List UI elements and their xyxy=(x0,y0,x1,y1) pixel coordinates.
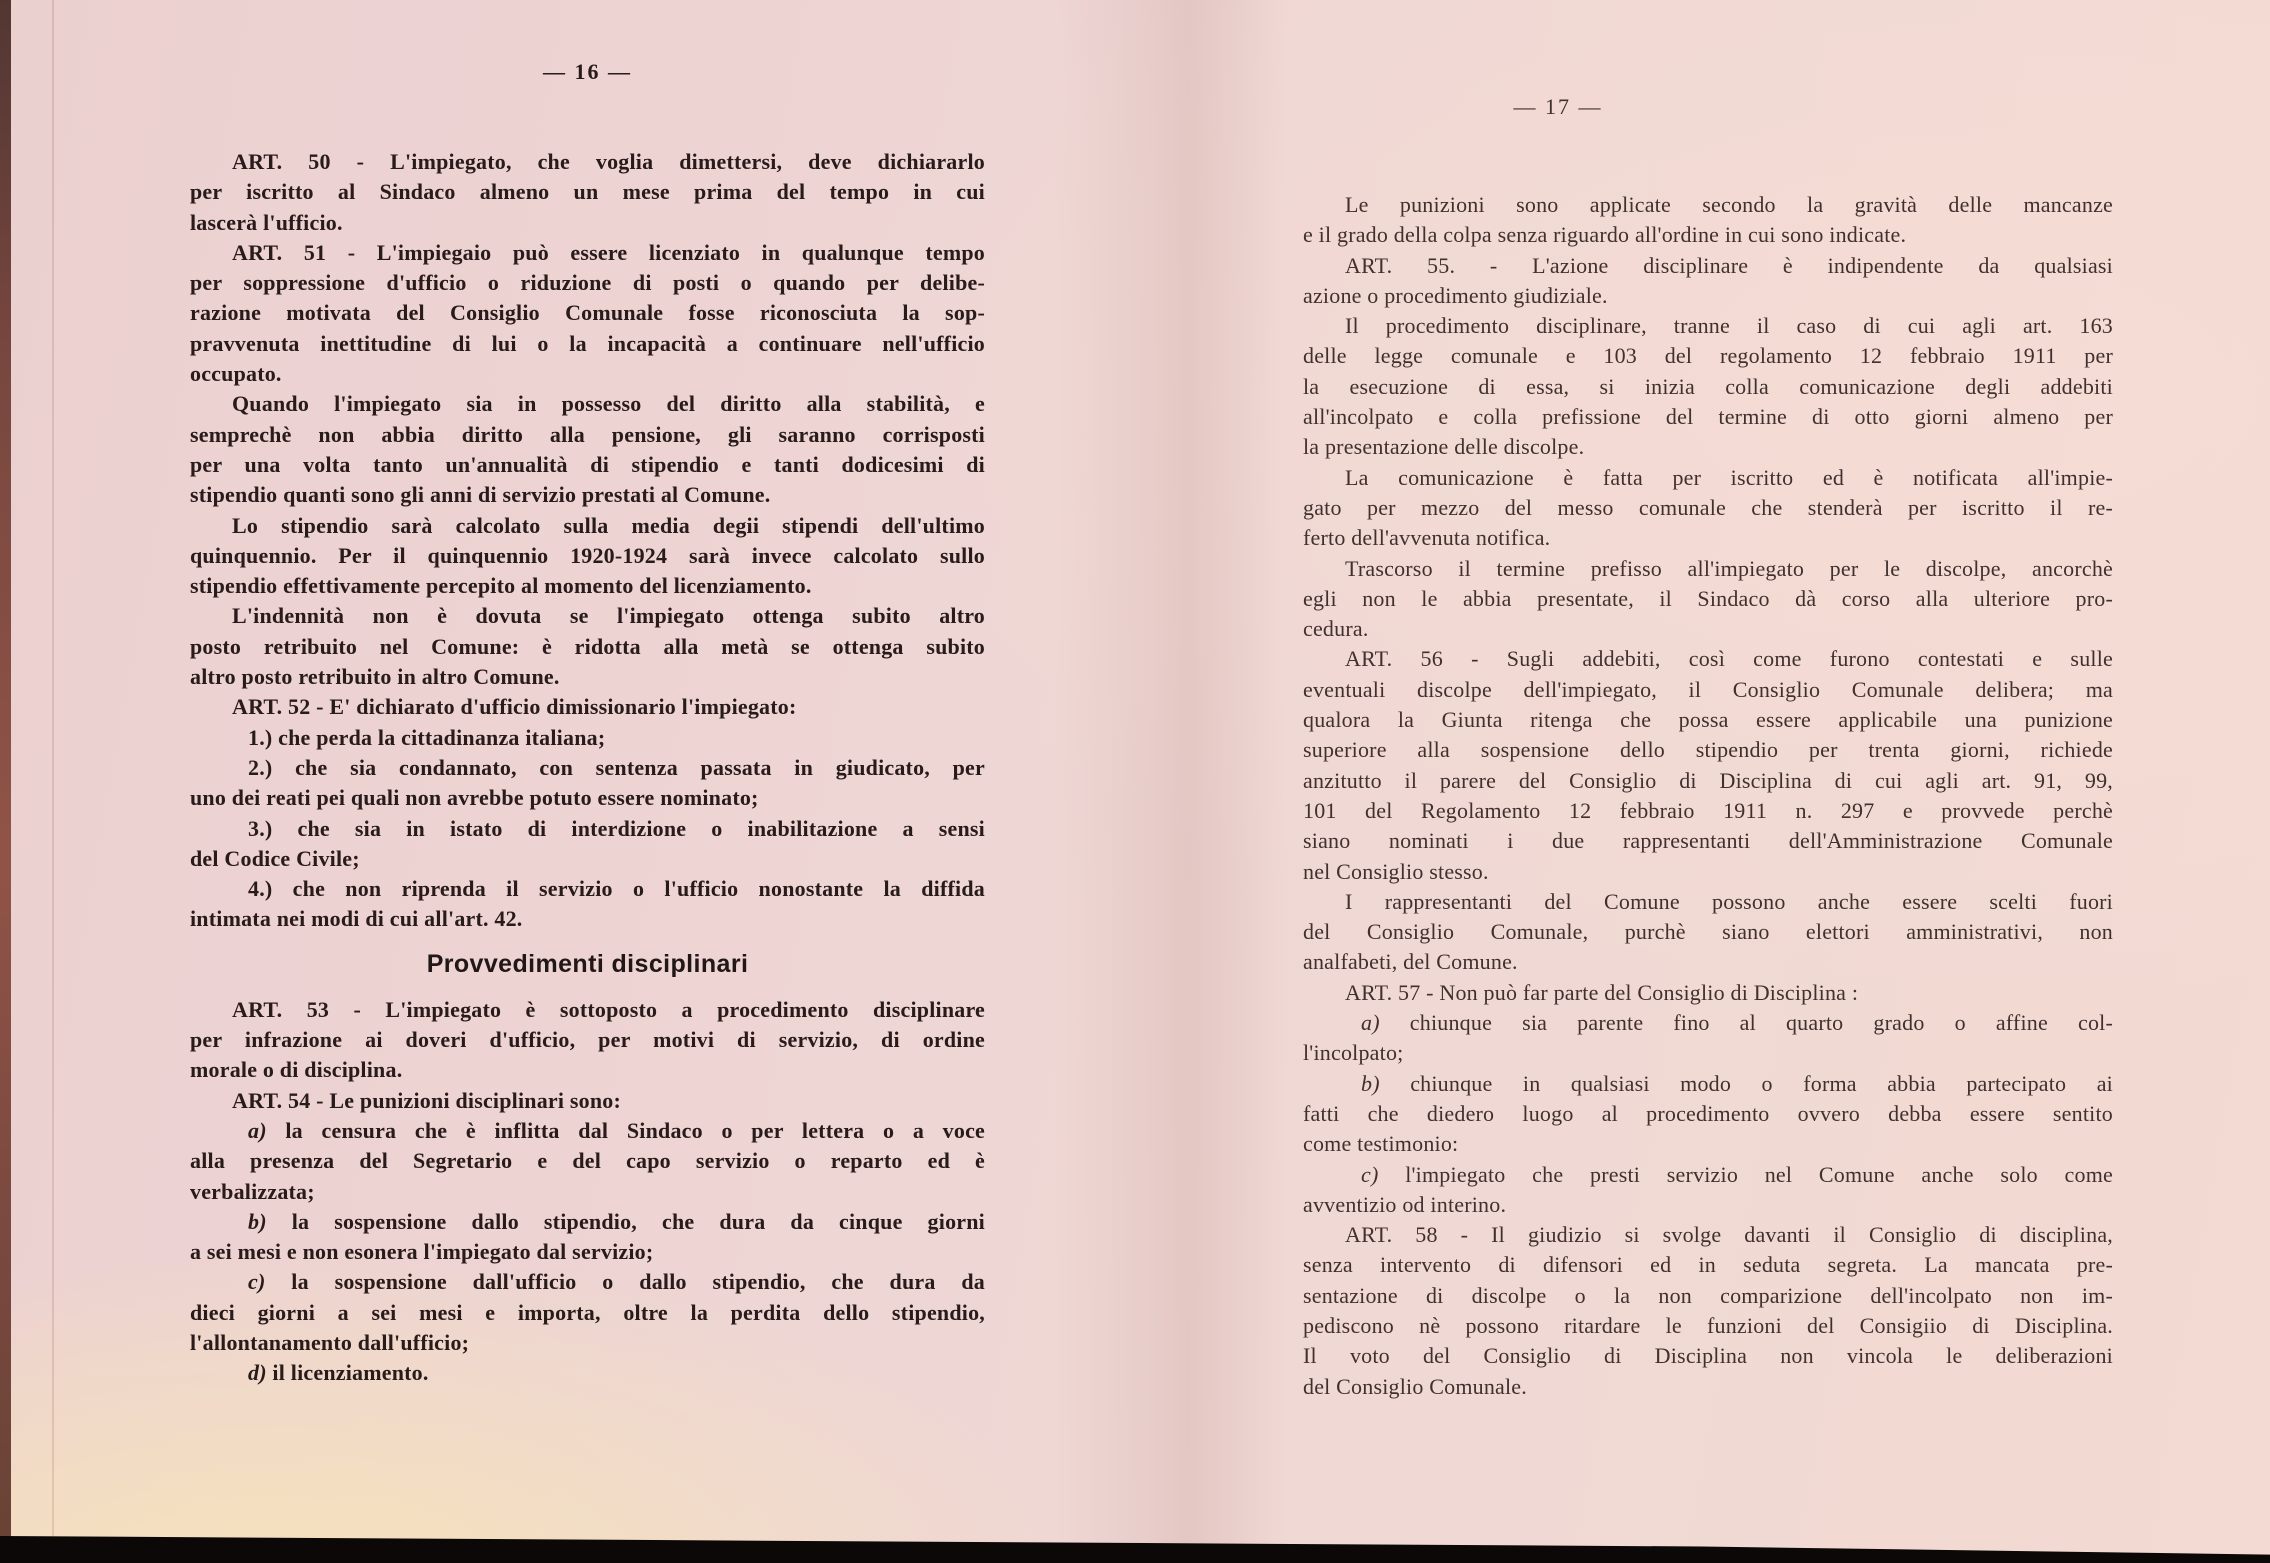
page-edge-crease xyxy=(52,0,54,1563)
text-line: c) l'impiegato che presti servizio nel Comune anche solo come xyxy=(1361,1161,2113,1187)
paragraph xyxy=(1303,887,2113,978)
text-line: sentazione di discolpe o la non comparizione dell'incolpato non im- xyxy=(1303,1282,2113,1308)
text-line: anzitutto il parere del Consiglio di Disciplina di cui agli art. 91, 99, xyxy=(1303,767,2113,793)
paragraph xyxy=(190,723,985,753)
text-line: b) la sospensione dallo stipendio, che dura da cinque giorni xyxy=(248,1208,985,1234)
text-line: 4.) che non riprenda il servizio o l'ufficio nonostante la diffida xyxy=(248,876,985,902)
text-line: e il grado della colpa senza riguardo all'ordine in cui sono indicate. xyxy=(1303,222,1907,248)
text-line: per soppressione d'ufficio o riduzione di posti o quando per delibe- xyxy=(190,270,985,296)
text-line: pravvenuta inettitudine di lui o la incapacità a continuare nell'ufficio xyxy=(190,330,985,356)
text-line: verbalizzata; xyxy=(190,1178,315,1204)
paragraph xyxy=(1303,311,2113,462)
text-line: ART. 52 - E' dichiarato d'ufficio dimissionario l'impiegato: xyxy=(232,694,797,720)
page-number: — 17 — xyxy=(1513,94,1603,119)
text-line: del Consiglio Comunale. xyxy=(1303,1373,1527,1399)
text-line: dieci giorni a sei mesi e importa, oltre la perdita dello stipendio, xyxy=(190,1299,985,1325)
list-marker: 3.) xyxy=(248,815,273,841)
paragraph xyxy=(190,1086,985,1116)
text-line: alla presenza del Segretario e del capo servizio o reparto ed è xyxy=(190,1148,985,1174)
text-line: ART. 58 - Il giudizio si svolge davanti il Consiglio di disciplina, xyxy=(1345,1222,2113,1248)
text-line: a) chiunque sia parente fino al quarto grado o affine col- xyxy=(1361,1010,2113,1036)
text-line: siano nominati i due rappresentanti dell'Amministrazione Comunale xyxy=(1303,828,2113,854)
text-line: per una volta tanto un'annualità di stipendio e tanti dodicesimi di xyxy=(190,451,985,477)
text-line: stipendio effettivamente percepito al momento del licenziamento. xyxy=(190,573,812,599)
text-line: qualora la Giunta ritenga che possa essere applicabile una punizione xyxy=(1303,707,2113,733)
text-line: Quando l'impiegato sia in possesso del diritto alla stabilità, e xyxy=(232,391,985,417)
text-line: cedura. xyxy=(1303,616,1369,642)
paragraph xyxy=(190,874,985,935)
text-line: morale o di disciplina. xyxy=(190,1057,403,1083)
paragraph xyxy=(190,389,985,510)
text-line: nel Consiglio stesso. xyxy=(1303,858,1489,884)
text-line: come testimonio: xyxy=(1303,1131,1459,1157)
list-marker: a) xyxy=(1361,1010,1380,1036)
text-line: posto retribuito nel Comune: è ridotta alla metà se ottenga subito xyxy=(190,633,985,659)
paragraph xyxy=(190,1207,985,1268)
text-line: fatti che diedero luogo al procedimento ovvero debba essere sentito xyxy=(1303,1100,2113,1126)
text-line: semprechè non abbia diritto alla pensione, gli saranno corrisposti xyxy=(190,421,985,447)
text-line: lascerà l'ufficio. xyxy=(190,209,343,235)
paragraph xyxy=(190,238,985,389)
text-line: quinquennio. Per il quinquennio 1920-1924 sarà invece calcolato sullo xyxy=(190,542,985,568)
text-line: senza intervento di difensori ed in seduta segreta. La mancata pre- xyxy=(1303,1252,2113,1278)
paragraph xyxy=(190,1358,985,1388)
paragraph xyxy=(190,511,985,602)
text-line: del Codice Civile; xyxy=(190,845,360,871)
list-marker: a) xyxy=(248,1117,267,1143)
text-line: La comunicazione è fatta per iscritto ed è notificata all'impie- xyxy=(1345,464,2113,490)
text-line: intimata nei modi di cui all'art. 42. xyxy=(190,906,523,932)
text-line: ART. 55. - L'azione disciplinare è indipendente da qualsiasi xyxy=(1345,252,2113,278)
text-line: l'incolpato; xyxy=(1303,1040,1404,1066)
text-line: a sei mesi e non esonera l'impiegato dal servizio; xyxy=(190,1239,654,1265)
text-line: 101 del Regolamento 12 febbraio 1911 n. 297 e provvede perchè xyxy=(1303,797,2113,823)
text-line: altro posto retribuito in altro Comune. xyxy=(190,664,560,690)
text-line: 2.) che sia condannato, con sentenza passata in giudicato, per xyxy=(248,754,985,780)
text-line: pediscono nè possono ritardare le funzioni del Consigiio di Disciplina. xyxy=(1303,1312,2113,1338)
paragraph xyxy=(1303,554,2113,645)
paragraph xyxy=(1303,1069,2113,1160)
paragraph xyxy=(190,753,985,814)
text-line: ART. 57 - Non può far parte del Consiglio di Disciplina : xyxy=(1345,979,1859,1005)
text-line: egli non le abbia presentate, il Sindaco dà corso alla ulteriore pro- xyxy=(1303,585,2113,611)
text-line: ART. 56 - Sugli addebiti, così come furono contestati e sulle xyxy=(1345,646,2113,672)
text-line: delle legge comunale e 103 del regolamento 12 febbraio 1911 per xyxy=(1303,343,2113,369)
paragraph xyxy=(1303,644,2113,886)
text-line: analfabeti, del Comune. xyxy=(1303,949,1518,975)
paragraph xyxy=(1303,978,2113,1008)
text-line: occupato. xyxy=(190,361,282,387)
paragraph xyxy=(1303,1008,2113,1069)
page-body xyxy=(190,147,985,1389)
text-line: Il procedimento disciplinare, tranne il caso di cui agli art. 163 xyxy=(1345,313,2113,339)
page-number: — 16 — xyxy=(543,59,632,84)
text-line: d) il licenziamento. xyxy=(248,1360,429,1386)
list-marker: 4.) xyxy=(248,876,273,902)
page-16 xyxy=(190,57,985,1389)
text-line: Lo stipendio sarà calcolato sulla media degii stipendi dell'ultimo xyxy=(232,512,985,538)
list-marker: d) xyxy=(248,1360,267,1386)
text-line: a) la censura che è inflitta dal Sindaco o per lettera o a voce xyxy=(248,1117,985,1143)
text-line: Trascorso il termine prefisso all'impiegato per le discolpe, ancorchè xyxy=(1345,555,2113,581)
paragraph xyxy=(190,147,985,238)
text-line: per infrazione ai doveri d'ufficio, per motivi di servizio, di ordine xyxy=(190,1027,985,1053)
paragraph xyxy=(1303,463,2113,554)
list-marker: c) xyxy=(1361,1161,1379,1187)
list-marker: b) xyxy=(1361,1070,1380,1096)
text-line: Le punizioni sono applicate secondo la gravità delle mancanze xyxy=(1345,192,2113,217)
paragraph xyxy=(190,1116,985,1207)
gutter-shadow xyxy=(1055,0,1285,1563)
page-body xyxy=(1303,190,2113,1402)
text-line: L'indennità non è dovuta se l'impiegato ottenga subito altro xyxy=(232,603,985,629)
text-line: 3.) che sia in istato di interdizione o inabilitazione a sensi xyxy=(248,815,985,841)
text-line: l'allontanamento dall'ufficio; xyxy=(190,1329,470,1355)
paragraph xyxy=(1303,1160,2113,1221)
text-line: azione o procedimento giudiziale. xyxy=(1303,282,1608,308)
text-line: c) la sospensione dall'ufficio o dallo stipendio, che dura da xyxy=(248,1269,985,1295)
binding-edge xyxy=(0,0,11,1563)
section-heading: Provvedimenti disciplinari xyxy=(426,949,749,978)
list-marker: 2.) xyxy=(248,754,273,780)
paragraph xyxy=(190,814,985,875)
paragraph xyxy=(1303,190,2113,251)
paragraph xyxy=(190,995,985,1086)
text-line: ferto dell'avvenuta notifica. xyxy=(1303,525,1551,551)
text-line: per iscritto al Sindaco almeno un mese prima del tempo in cui xyxy=(190,179,985,205)
text-line: del Consiglio Comunale, purchè siano elettori amministrativi, non xyxy=(1303,919,2113,945)
text-line: razione motivata del Consiglio Comunale fosse riconosciuta la sop- xyxy=(190,300,985,326)
text-line: ART. 54 - Le punizioni disciplinari sono: xyxy=(232,1087,622,1113)
text-line: gato per mezzo del messo comunale che stenderà per iscritto il re- xyxy=(1303,494,2113,520)
list-marker: c) xyxy=(248,1269,266,1295)
text-line: all'incolpato e colla prefissione del termine di otto giorni almeno per xyxy=(1303,404,2113,430)
list-marker: 1.) xyxy=(248,724,273,750)
text-line: la esecuzione di essa, si inizia colla comunicazione degli addebiti xyxy=(1303,373,2113,399)
paragraph xyxy=(1303,251,2113,312)
text-line: 1.) che perda la cittadinanza italiana; xyxy=(248,724,606,750)
text-line: ART. 51 - L'impiegaio può essere licenziato in qualunque tempo xyxy=(232,239,985,265)
text-line: stipendio quanti sono gli anni di servizio prestati al Comune. xyxy=(190,482,771,508)
paragraph xyxy=(190,1267,985,1358)
text-line: eventuali discolpe dell'impiegato, il Consiglio Comunale delibera; ma xyxy=(1303,676,2113,702)
text-line: ART. 53 - L'impiegato è sottoposto a procedimento disciplinare xyxy=(232,996,985,1022)
text-line: ART. 50 - L'impiegato, che voglia dimettersi, deve dichiararlo xyxy=(232,149,985,174)
list-marker: b) xyxy=(248,1208,267,1234)
text-line: superiore alla sospensione dello stipendio per trenta giorni, richiede xyxy=(1303,737,2113,763)
paragraph xyxy=(190,692,985,722)
text-line: uno dei reati pei quali non avrebbe potuto essere nominato; xyxy=(190,785,759,811)
paragraph xyxy=(190,601,985,692)
text-line: la presentazione delle discolpe. xyxy=(1303,434,1585,460)
paragraph xyxy=(1303,1220,2113,1402)
text-line: b) chiunque in qualsiasi modo o forma abbia partecipato ai xyxy=(1361,1070,2113,1096)
text-line: avventizio od interino. xyxy=(1303,1191,1507,1217)
text-line: Il voto del Consiglio di Disciplina non vincola le deliberazioni xyxy=(1303,1343,2113,1369)
text-line: I rappresentanti del Comune possono anche essere scelti fuori xyxy=(1345,888,2113,914)
page-17 xyxy=(1303,92,2113,1402)
